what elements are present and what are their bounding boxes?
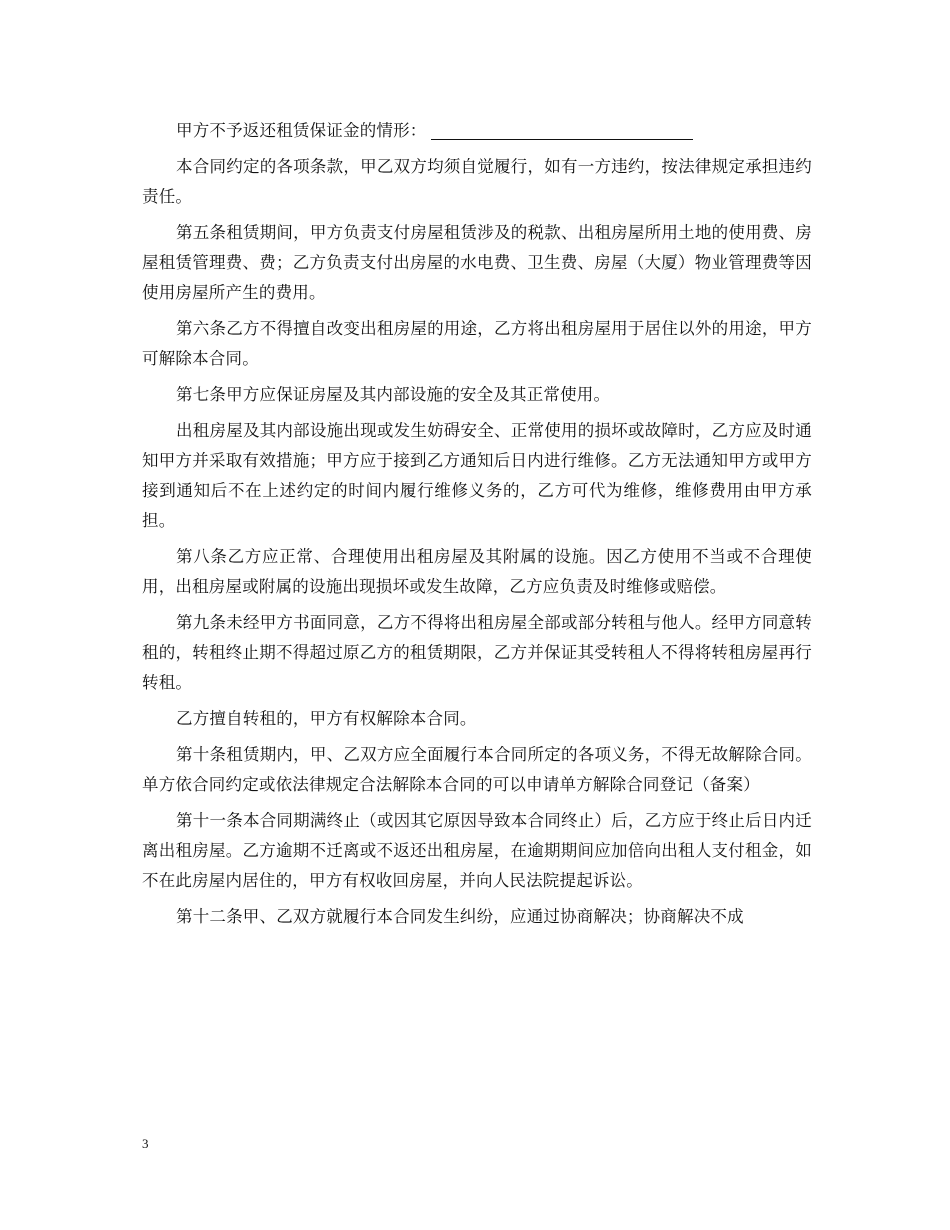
paragraph-article-6: 第六条乙方不得擅自改变出租房屋的用途，乙方将出租房屋用于居住以外的用途，甲方可解除本合同。 (142, 319, 812, 368)
paragraph-article-8: 第八条乙方应正常、合理使用出租房屋及其附属的设施。因乙方使用不当或不合理使用，出租房屋或附属的设施出现损坏或发生故障，乙方应负责及时维修或赔偿。 (142, 547, 812, 596)
paragraph-article-7-repairs: 出租房屋及其内部设施出现或发生妨碍安全、正常使用的损坏或故障时，乙方应及时通知甲方并采取有效措施；甲方应于接到乙方通知后日内进行维修。乙方无法通知甲方或甲方接到通知后不在上述约定的时间内履行维修义务的，乙方可代为维修，维修费用由甲方承担。 (142, 421, 812, 530)
paragraph-article-7: 第七条甲方应保证房屋及其内部设施的安全及其正常使用。 (176, 385, 611, 404)
paragraph-article-9-sublease: 乙方擅自转租的，甲方有权解除本合同。 (176, 709, 477, 728)
paragraph-article-9: 第九条未经甲方书面同意，乙方不得将出租房屋全部或部分转租与他人。经甲方同意转租的，转租终止期不得超过原乙方的租赁期限，乙方并保证其受转租人不得将转租房屋再行转租。 (142, 613, 812, 692)
paragraph-text: 甲方不予返还租赁保证金的情形： (176, 121, 427, 140)
page-number: 3 (142, 1136, 149, 1151)
paragraph-article-11: 第十一条本合同期满终止（或因其它原因导致本合同终止）后，乙方应于终止后日内迁离出租房屋。乙方逾期不迁离或不返还出租房屋，在逾期期间应加倍向出租人支付租金，如不在此房屋内居住的，甲方有权收回房屋，并向人民法院提起诉讼。 (142, 811, 812, 890)
document-body (142, 116, 812, 938)
paragraph-article-12: 第十二条甲、乙双方就履行本合同发生纠纷，应通过协商解决；协商解决不成 (176, 907, 744, 926)
fill-in-blank-line (431, 119, 693, 140)
paragraph-deposit-conditions (142, 116, 812, 146)
paragraph-article-10: 第十条租赁期内，甲、乙双方应全面履行本合同所定的各项义务，不得无故解除合同。单方依合同约定或依法律规定合法解除本合同的可以申请单方解除合同登记（备案） (142, 745, 812, 794)
paragraph-breach-liability: 本合同约定的各项条款，甲乙双方均须自觉履行，如有一方违约，按法律规定承担违约责任。 (142, 157, 812, 206)
paragraph-article-5: 第五条租赁期间，甲方负责支付房屋租赁涉及的税款、出租房屋所用土地的使用费、房屋租赁管理费、费；乙方负责支付出房屋的水电费、卫生费、房屋（大厦）物业管理费等因使用房屋所产生的费用。 (142, 223, 812, 302)
